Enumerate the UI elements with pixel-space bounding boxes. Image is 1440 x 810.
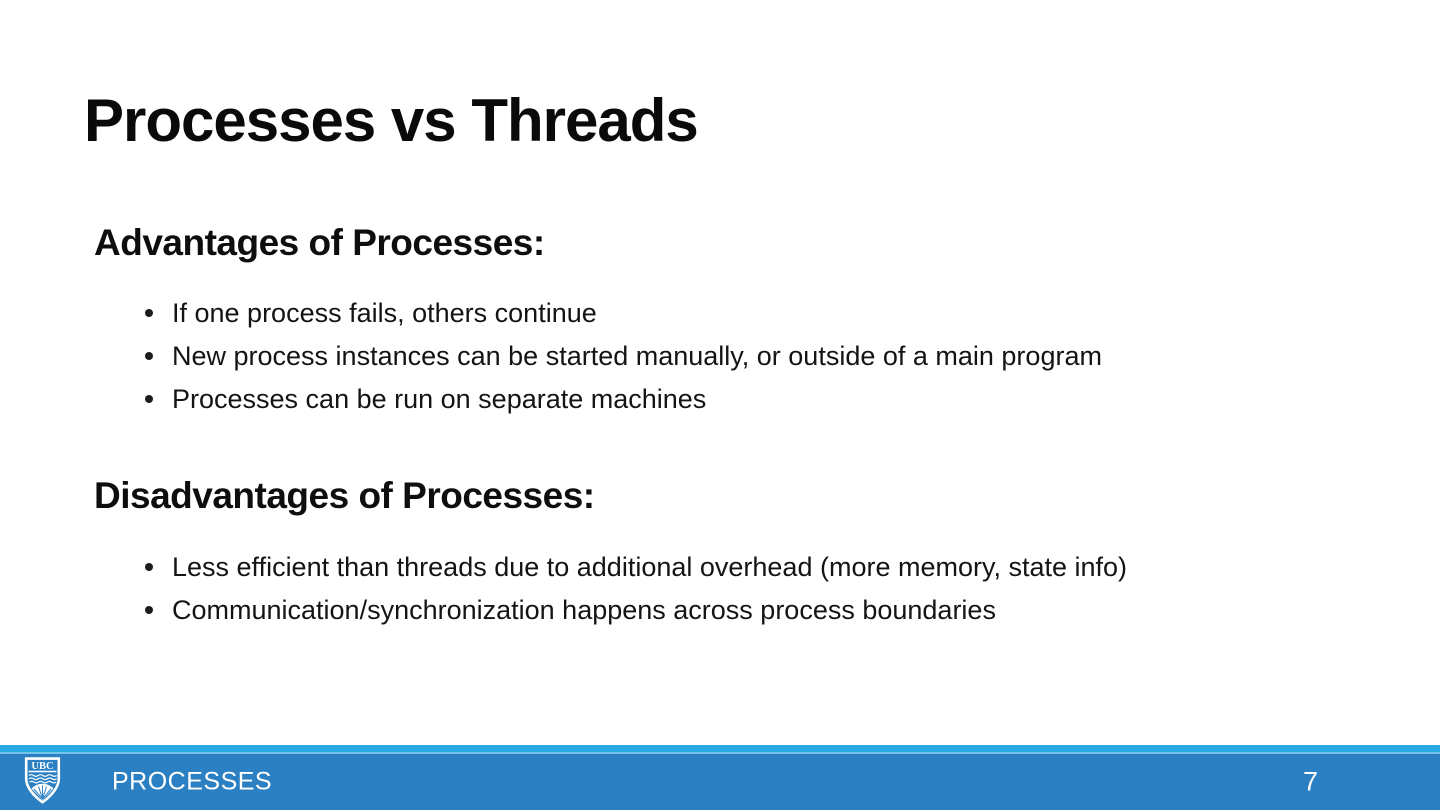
- bullet-text: New process instances can be started manually, or outside of a main program: [172, 341, 1102, 371]
- bullet-icon: [145, 309, 153, 317]
- slide-title: Processes vs Threads: [84, 87, 698, 154]
- list-item: [144, 589, 1127, 632]
- disadvantages-bullet-list: [144, 546, 1127, 632]
- list-item: [144, 335, 1102, 378]
- bullet-icon: [145, 563, 153, 571]
- ubc-shield-logo-icon: [24, 757, 61, 804]
- section-heading-advantages: Advantages of Processes:: [94, 222, 545, 263]
- bullet-text: Processes can be run on separate machines: [172, 384, 707, 414]
- bullet-icon: [145, 352, 153, 360]
- bullet-icon: [145, 606, 153, 614]
- section-heading-disadvantages: Disadvantages of Processes:: [94, 475, 595, 516]
- footer-accent-strip: [0, 745, 1440, 754]
- ubc-logo-text: UBC: [31, 761, 54, 772]
- bullet-text: If one process fails, others continue: [172, 298, 597, 328]
- advantages-bullet-list: [144, 292, 1102, 421]
- page-number: 7: [1302, 766, 1318, 797]
- bullet-text: Less efficient than threads due to additional overhead (more memory, state info): [172, 552, 1128, 582]
- slide-footer: [0, 745, 1440, 810]
- footer-bar: [0, 754, 1440, 810]
- bullet-text: Communication/synchronization happens across process boundaries: [172, 595, 996, 625]
- bullet-icon: [145, 395, 153, 403]
- list-item: [144, 292, 1102, 335]
- list-item: [144, 378, 1102, 421]
- list-item: [144, 546, 1127, 589]
- footer-section-label: PROCESSES: [112, 767, 273, 796]
